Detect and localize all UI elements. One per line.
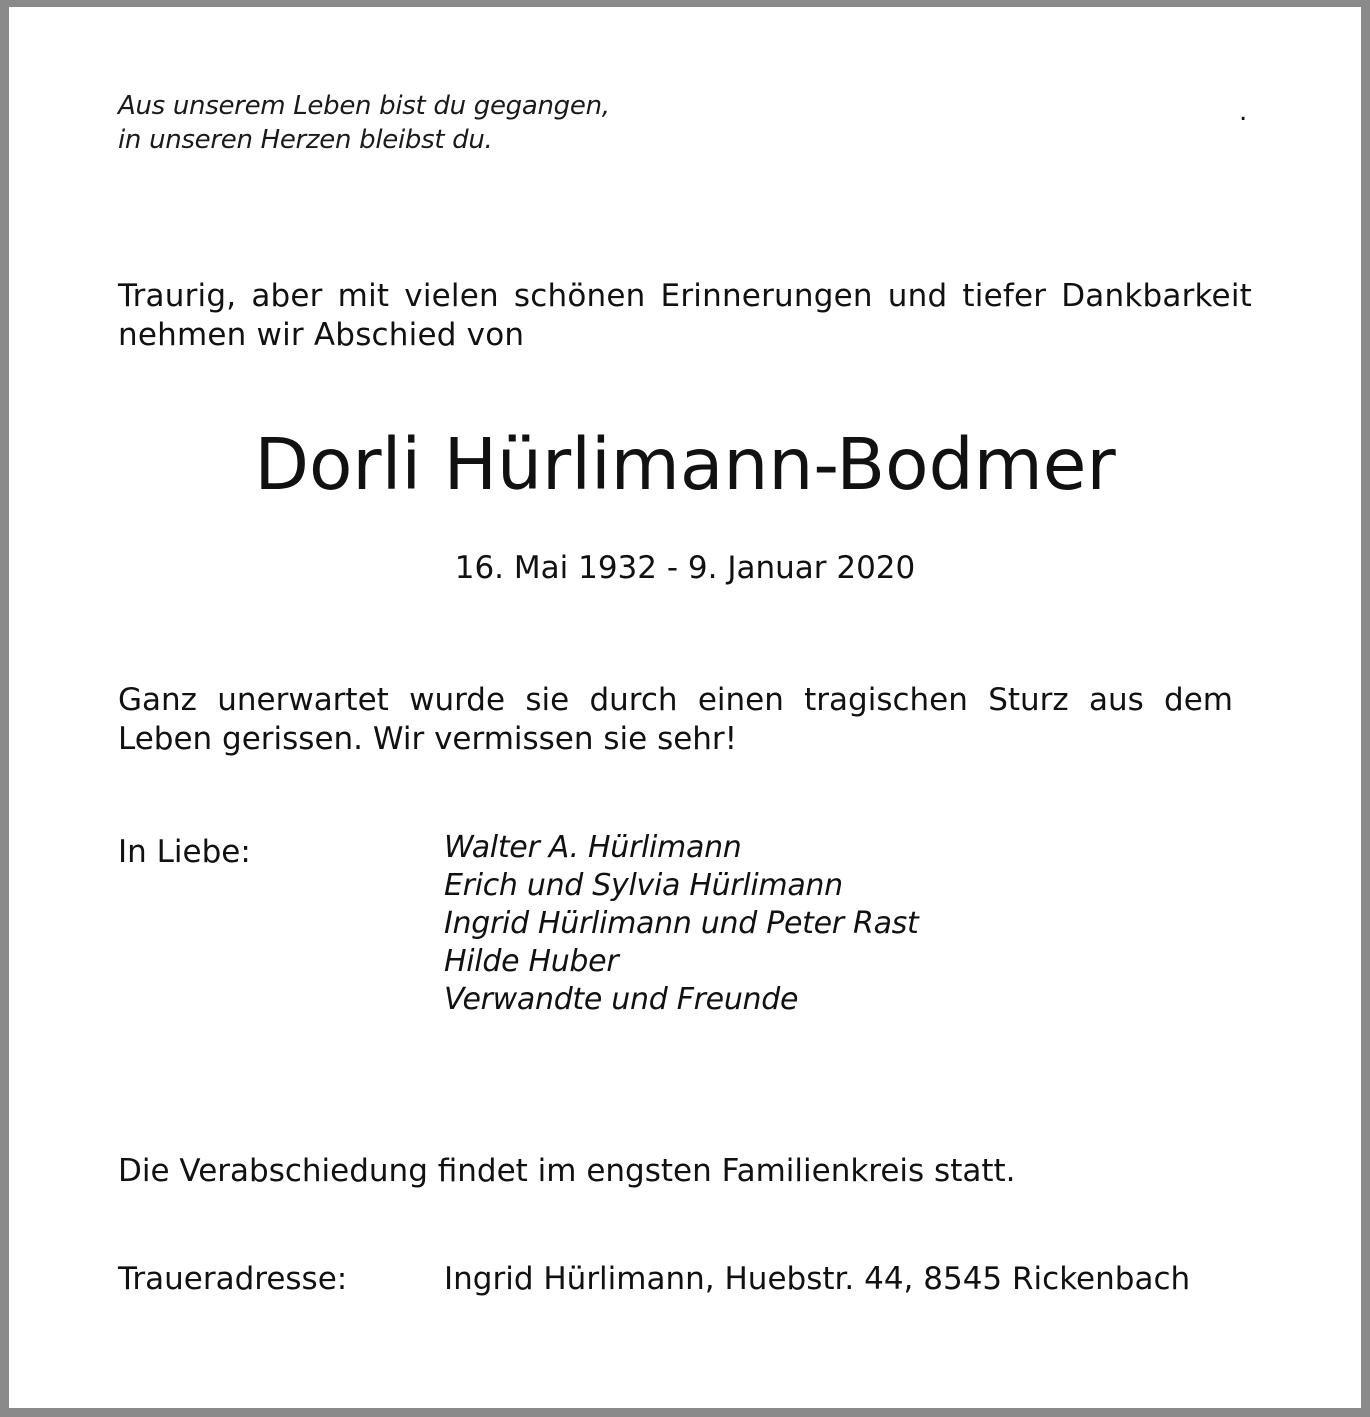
intro-text: Traurig, aber mit vielen schönen Erinnerungen und tiefer Dankbarkeit nehmen wir Abschied von (118, 278, 1252, 353)
address-value: Ingrid Hürlimann, Huebstr. 44, 8545 Rickenbach (444, 1261, 1191, 1297)
life-dates: 16. Mai 1932 - 9. Januar 2020 (454, 550, 916, 586)
deceased-name: Dorli Hürlimann-Bodmer (254, 423, 1116, 506)
motto-line-2: in unseren Herzen bleibst du. (118, 125, 493, 155)
address-label: Traueradresse: (118, 1261, 348, 1297)
message-text: Ganz unerwartet wurde sie durch einen tragischen Sturz aus dem Leben gerissen. Wir vermissen sie sehr! (118, 682, 1233, 757)
mourners-label: In Liebe: (118, 834, 251, 870)
mourners-list (444, 829, 918, 1019)
mourner-name: Walter A. Hürlimann (444, 830, 742, 865)
motto-line-1: Aus unserem Leben bist du gegangen, (118, 91, 610, 121)
mourner-name: Verwandte und Freunde (444, 982, 799, 1017)
motto-verse (118, 89, 610, 157)
obituary-page (9, 7, 1361, 1408)
farewell-text: Die Verabschiedung findet im engsten Familienkreis statt. (118, 1153, 1016, 1189)
mourner-name: Ingrid Hürlimann und Peter Rast (444, 906, 919, 941)
mourner-name: Erich und Sylvia Hürlimann (444, 868, 843, 903)
corner-mark: . (1239, 97, 1248, 127)
mourner-name: Hilde Huber (444, 944, 619, 979)
